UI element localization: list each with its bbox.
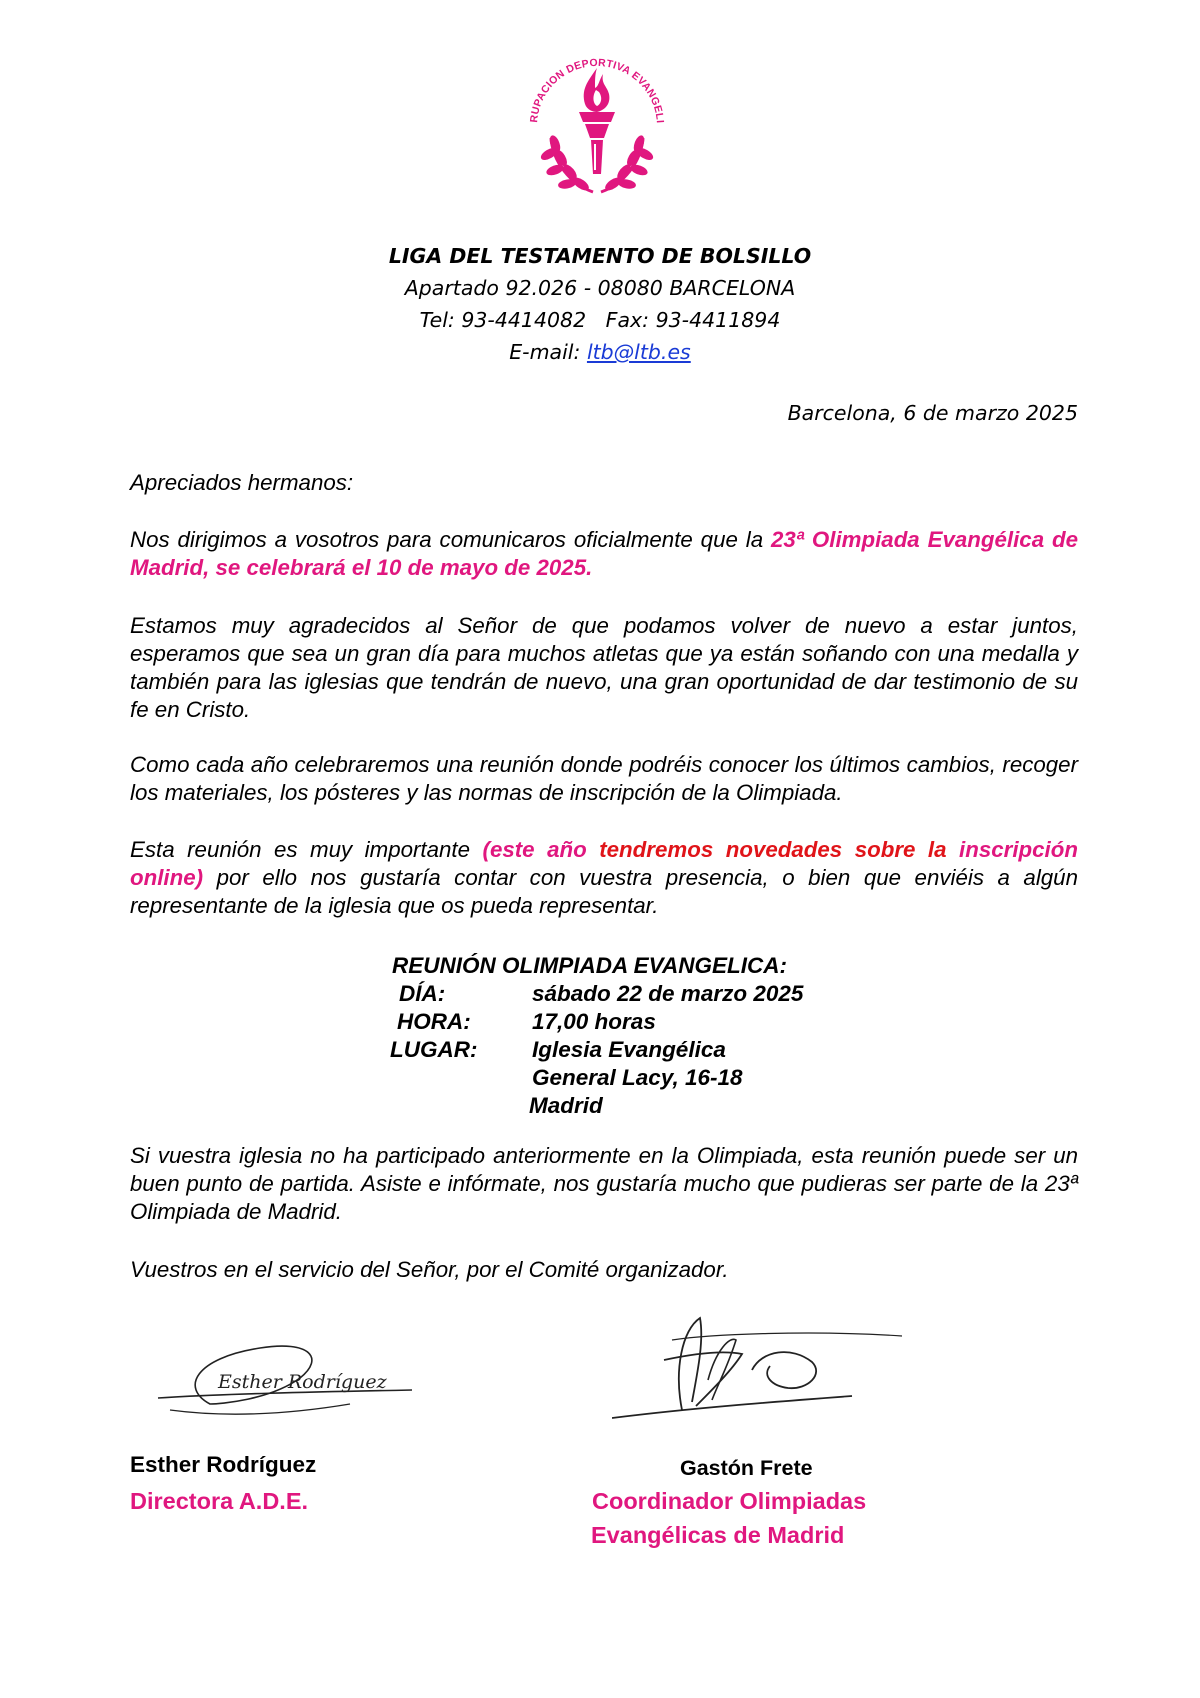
organization-logo — [515, 52, 680, 202]
meeting-title: REUNIÓN OLIMPIADA EVANGELICA: — [392, 953, 788, 978]
organization-name: LIGA DEL TESTAMENTO DE BOLSILLO — [388, 244, 812, 268]
signatory-role-right-line2: Evangélicas de Madrid — [591, 1522, 845, 1548]
announcement-highlight: 23ª Olimpiada Evangélica de Madrid, se celebrará el 10 de mayo de 2025. — [130, 527, 1078, 580]
paragraph-closing: Vuestros en el servicio del Señor, por el Comité organizador. — [130, 1257, 729, 1282]
phone-fax-text: Tel: 93-4414082 Fax: 93-4411894 — [419, 308, 781, 332]
paragraph-gratitude: Estamos muy agradecidos al Señor de que podamos volver de nuevo a estar juntos, esperamos que sea un gran día para muchos atletas que ya están soñando con una medalla y también para las iglesias que tendrán de nuevo, una gran oportunidad de dar testimonio de su fe en Cristo. — [130, 613, 1078, 722]
announcement-text: Nos dirigimos a vosotros para comunicaros oficialmente que la — [130, 527, 771, 552]
importance-text-end: por ello nos gustaría contar con vuestra presencia, o bien que enviéis a algún representante de la iglesia que os pueda representar. — [130, 865, 1078, 918]
organization-phone-fax — [0, 304, 1200, 336]
importance-highlight-2: tendremos novedades sobre la — [599, 837, 947, 862]
importance-highlight-3: inscripción online) — [130, 837, 1078, 890]
importance-text: Esta reunión es muy importante — [130, 837, 483, 862]
greeting: Apreciados hermanos: — [130, 470, 354, 495]
meeting-place-line1: Iglesia Evangélica — [532, 1037, 726, 1062]
signature-esther-image — [150, 1318, 420, 1428]
paragraph-announcement — [130, 526, 1078, 582]
dateline: Barcelona, 6 de marzo 2025 — [787, 401, 1078, 425]
meeting-time-label: HORA: — [397, 1009, 471, 1034]
logo-ring-text: RUPACION DEPORTIVA EVANGELI — [528, 56, 666, 124]
organization-address: Apartado 92.026 - 08080 BARCELONA — [404, 276, 796, 300]
paragraph-meeting-intro: Como cada año celebraremos una reunión donde podréis conocer los últimos cambios, recoger los materiales, los pósteres y las normas de inscripción de la Olimpiada. — [130, 752, 1078, 805]
organization-email — [0, 336, 1200, 368]
signatory-name-left: Esther Rodríguez — [130, 1452, 317, 1477]
meeting-day-label: DÍA: — [399, 981, 446, 1006]
email-label: E-mail: — [509, 340, 587, 364]
signatory-role-right-line1: Coordinador Olimpiadas — [592, 1488, 867, 1514]
paragraph-importance — [130, 836, 1078, 920]
signatory-name-right: Gastón Frete — [680, 1456, 813, 1480]
meeting-day-value: sábado 22 de marzo 2025 — [532, 981, 804, 1006]
email-link[interactable]: ltb@ltb.es — [586, 340, 691, 364]
torch-laurel-logo-icon — [515, 52, 680, 202]
meeting-place-line3: Madrid — [529, 1093, 603, 1118]
paragraph-invitation: Si vuestra iglesia no ha participado anteriormente en la Olimpiada, esta reunión puede ser un buen punto de partida. Asiste e infórmate, nos gustaría mucho que pudieras ser parte de la 23ª Olimpiada de Madrid. — [130, 1143, 1078, 1224]
meeting-place-label: LUGAR: — [390, 1037, 478, 1062]
meeting-time-value: 17,00 horas — [532, 1009, 656, 1034]
signature-esther-text: Esther Rodríguez — [218, 1371, 387, 1393]
signatory-role-left: Directora A.D.E. — [130, 1488, 309, 1514]
meeting-place-line2: General Lacy, 16-18 — [532, 1065, 743, 1090]
importance-highlight-1: (este año — [482, 837, 600, 862]
signature-gaston-image — [612, 1310, 912, 1440]
